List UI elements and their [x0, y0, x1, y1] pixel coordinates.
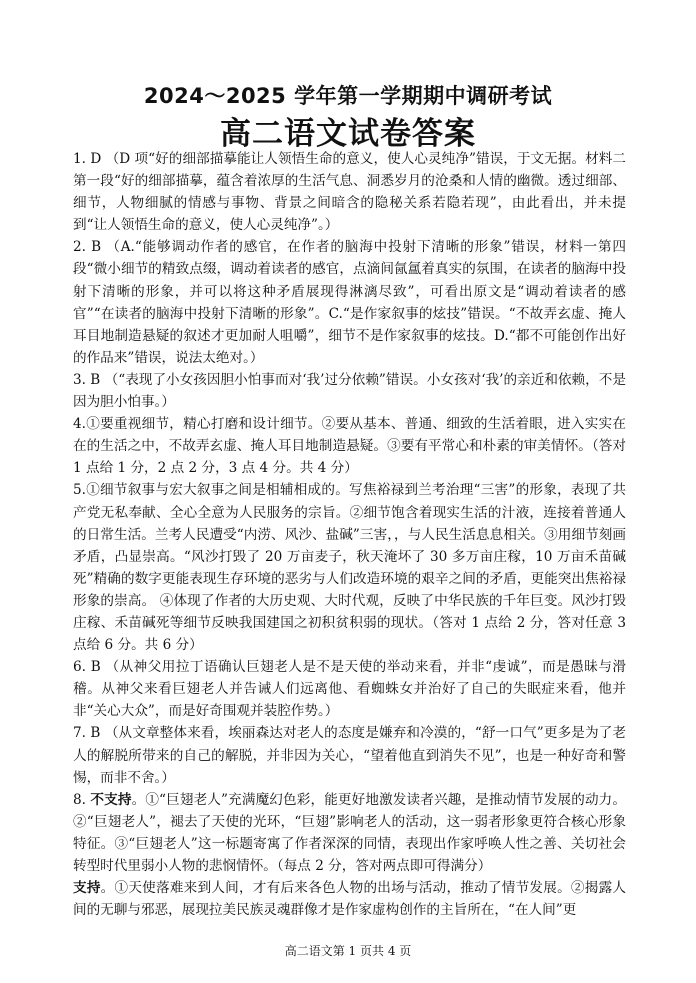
oppose-text: 。①“巨翅老人”充满魔幻色彩，能更好地激发读者兴趣，是推动情节发展的动力。②“巨翅老人”，褪去了天使的光环，“巨翅”影响老人的活动，这一弱者形象更符合核心形象特征。③“巨翅老人”这一标题寄寓了作者深深的同情，表现出作家呼唤人性之善、关切社会转型时代里弱小人物的悲悯情怀。（每点 2 分，答对两点即可得满分） — [73, 791, 626, 874]
oppose-label: 不支持 — [90, 791, 132, 808]
support-label: 支持 — [73, 880, 101, 897]
answer-sheet-title: 高二语文试卷答案 — [220, 116, 476, 152]
answer-3: 3. B （“表现了小女孩因胆小怕事而对‘我’过分依赖”错误。小女孩对‘我’的亲近和依赖，不是因为胆小怕事。） — [73, 371, 626, 411]
answer-2: 2. B （A.“能够调动作者的感官，在作者的脑海中投射下清晰的形象”错误，材料一第四段“微小细节的精致点缀，调动着读者的感官，点滴间氤氲着真实的氛围，在读者的脑海中投射下清晰的形象，并可以将这种矛盾展现得淋漓尽致”，可看出原文是“调动着读者的感官”“在读者的脑海中投射下清晰的形象”。C.“是作家叙事的炫技”错误。“不故弄玄虚、掩人耳目地制造悬疑的叙述才更加耐人咀嚼”，细节不是作家叙事的炫技。D.“都不可能创作出好的作品来”错误，说法太绝对。） — [73, 239, 626, 366]
answer-body — [73, 148, 626, 921]
answer-6: 6. B （从神父用拉丁语确认巨翅老人是不是天使的举动来看，并非“虔诚”，而是愚昧与滑稽。从神父来看巨翅老人并告诫人们远离他、看蜘蛛女并治好了自己的失眠症来看，他并非“关心大众”，而是好奇围观并装腔作势。） — [73, 659, 626, 720]
answer-5: 5.①细节叙事与宏大叙事之间是相辅相成的。写焦裕禄到兰考治理“三害”的形象，表现了共产党无私奉献、全心全意为人民服务的宗旨。②细节饱含着现实生活的汁液，连接着普通人的日常生活。兰考人民遭受“内涝、风沙、盐碱”三害，，与人民生活息息相关。③用细节刻画矛盾，凸显崇高。“风沙打毁了 20 万亩麦子，秋天淹坏了 30 多万亩庄稼，10 万亩禾苗碱死”精确的数字更能表现生存环境的恶劣与人们改造环境的艰辛之间的矛盾，更能突出焦裕禄形象的崇高。 ④体现了作者的大历史观、大时代观，反映了中华民族的千年巨变。风沙打毁庄稼、禾苗碱死等细节反映我国建国之初积贫积弱的现状。（答对 1 点给 2 分，答对任意 3 点给 6 分。共 6 分） — [73, 482, 626, 654]
answer-8-oppose: 8. 不支持。①“巨翅老人”充满魔幻色彩，能更好地激发读者兴趣，是推动情节发展的动力。②“巨翅老人”，褪去了天使的光环，“巨翅”影响老人的活动，这一弱者形象更符合核心形象特征。③“巨翅老人”这一标题寄寓了作者深深的同情，表现出作家呼唤人性之善、关切社会转型时代里弱小人物的悲悯情怀。（每点 2 分，答对两点即可得满分） — [73, 791, 626, 874]
page-footer: 高二语文第 1 页共 4 页 — [284, 944, 412, 958]
exam-title: 2024～2025 学年第一学期期中调研考试 — [143, 84, 553, 108]
answer-7: 7. B （从文章整体来看，埃丽森达对老人的态度是嫌弃和冷漠的，“舒一口气”更多是为了老人的解脱所带来的自己的解脱，并非因为关心，“望着他直到消失不见”，也是一种好奇和警惕，而非不舍。） — [73, 725, 626, 786]
answer-1: 1. D （D 项“好的细部描摹能让人领悟生命的意义，使人心灵纯净”错误，于文无据。材料二第一段“好的细部描摹，蕴含着浓厚的生活气息、洞悉岁月的沧桑和人情的幽微。透过细部、细节，人物细腻的情感与事物、背景之间暗含的隐秘关系若隐若现”，由此看出，并未提到“让人领悟生命的意义，使人心灵纯净”。） — [73, 151, 626, 234]
support-text: 。①天使落难来到人间，才有后来各色人物的出场与活动，推动了情节发展。②揭露人间的无聊与邪恶，展现拉美民族灵魂群像才是作家虚构创作的主旨所在，“在人间”更 — [73, 880, 627, 919]
answer-8-support — [73, 877, 626, 921]
answer-4: 4.①要重视细节，精心打磨和设计细节。②要从基本、普通、细致的生活着眼，进入实实在在的生活之中，不故弄玄虚、掩人耳目地制造悬疑。③要有平常心和朴素的审美情怀。（答对 1 点给 1 分，2 点 2 分，3 点 4 分。共 4 分） — [73, 416, 626, 477]
